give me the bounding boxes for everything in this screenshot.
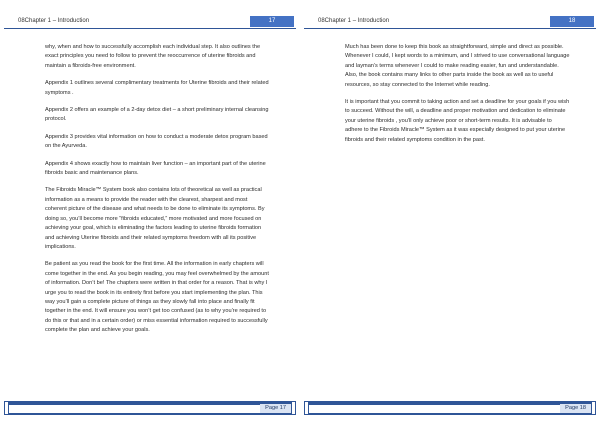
page-footer xyxy=(304,401,596,415)
header-page-number: 18 xyxy=(550,16,594,27)
paragraph: Appendix 4 shows exactly how to maintain liver function – an important part of the uterine fibroids basic and maintenance plans. xyxy=(45,160,266,177)
paragraph: The Fibroids Miracle™ System book also contains lots of theoretical as well as practical information as a means to provide the reader with the clearest, sharpest and most coherent picture of the disease and what needs to be done to eliminate its symptoms. By doing so, you’ll become more “fibroids educated,” more motivated and more focused on achieving your goal, which is eliminating the factors leading to uterine fibroids formation and achieving Uterine fibroids and their related symptoms freedom with all its positive implications. xyxy=(45,187,265,250)
header-page-number: 17 xyxy=(250,16,294,27)
page-body xyxy=(45,43,270,344)
paragraph: It is important that you commit to taking action and set a deadline for your goals if you wish to succeed. Without the will, a deadline and proper motivation and dedication to eliminate your uterine fibroids , you’ll only achieve poor or short-term results. It is advisable to adhere to the Fibroids Miracle™ System as it was especially designed to put your uterine fibroids and their related symptoms condition in the past. xyxy=(345,99,570,143)
page-header xyxy=(4,16,296,29)
page-body xyxy=(345,43,570,153)
paragraph: Be patient as you read the book for the first time. All the information in early chapters will come together in the end. As you begin reading, you may feel overwhelmed by the amount of information. Don’t be! The chapters were written in that order for a reason. That is why I urge you to read the book in its entirety first before you start implementing the plan. This way you’ll gain a complete picture of things as they slowly fall into place and finally fit together in the end. It will ensure you won’t get too confused (as to why you’re required to do this or that and in a certain order) or miss essential information required to successfully complete the plan and achieve your goals. xyxy=(45,261,269,334)
footer-page-label: Page 18 xyxy=(560,404,591,413)
right-page xyxy=(302,0,598,424)
paragraph: Appendix 1 outlines several complimentary treatments for Uterine fibroids and their related symptoms . xyxy=(45,80,269,96)
paragraph: Appendix 2 offers an example of a 2-day detox diet – a short preliminary internal cleansing protocol. xyxy=(45,107,269,123)
page-header xyxy=(304,16,596,29)
footer-page-label: Page 17 xyxy=(260,404,291,413)
page-footer xyxy=(4,401,296,415)
paragraph: Appendix 3 provides vital information on how to conduct a moderate detox program based on the Ayurveda. xyxy=(45,133,268,150)
paragraph: Much has been done to keep this book as straightforward, simple and direct as possible. Whenever I could, I kept words to a minimum, and I strived to use conversational language and layman’s terms whenever I could to make reading easier, fun and understandable. Also, the book contains many links to other parts inside the book as well as to useful resources, so stay connected to the Internet while reading. xyxy=(345,44,570,88)
left-page xyxy=(2,0,298,424)
paragraph: why, when and how to successfully accomplish each individual step. It also outlines the exact principles you need to follow to prevent the reoccurrence of uterine fibroids and maintain a fibroids-free environment. xyxy=(45,44,261,69)
footer-bar xyxy=(8,404,292,414)
chapter-title: 08Chapter 1 – Introduction xyxy=(318,18,390,24)
chapter-title: 08Chapter 1 – Introduction xyxy=(18,18,90,24)
footer-bar xyxy=(308,404,592,414)
